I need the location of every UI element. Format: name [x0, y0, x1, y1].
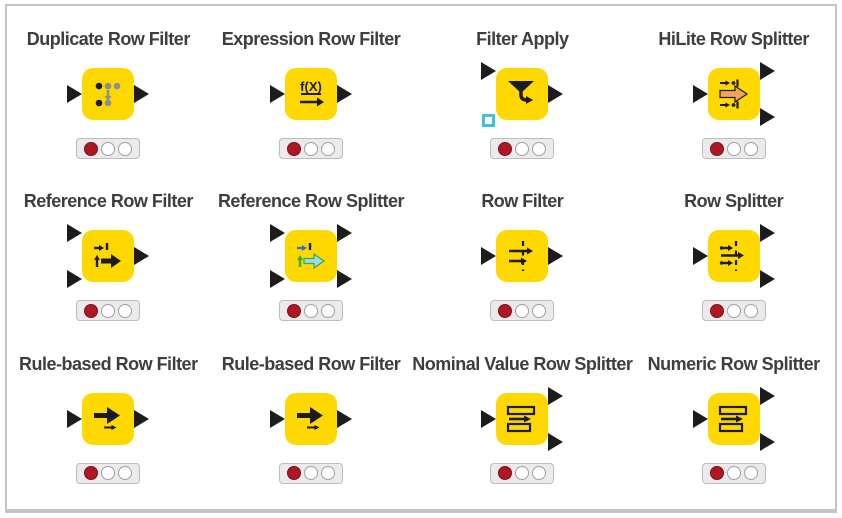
- node-title: Numeric Row Splitter: [647, 353, 820, 374]
- node-card-duplicate-row-filter: [7, 16, 210, 178]
- expression-row-filter-icon: [293, 76, 329, 112]
- status-red-light: [287, 466, 301, 480]
- input-port[interactable]: [693, 410, 708, 428]
- traffic-light: [76, 463, 140, 484]
- output-port-top[interactable]: [337, 224, 352, 242]
- node-hilite-row-splitter[interactable]: [672, 61, 796, 127]
- node-title: Reference Row Filter: [23, 191, 193, 212]
- output-port-top[interactable]: [760, 387, 775, 405]
- node-title: HiLite Row Splitter: [658, 29, 809, 49]
- traffic-light: [76, 300, 140, 321]
- node-body[interactable]: [285, 68, 337, 120]
- status-yellow-light: [101, 142, 115, 156]
- node-card-expression-row-filter: [210, 16, 413, 178]
- traffic-light: [279, 463, 343, 484]
- status-green-light: [321, 304, 335, 318]
- node-title: Filter Apply: [476, 29, 569, 49]
- node-title: Reference Row Splitter: [217, 191, 404, 212]
- status-yellow-light: [101, 304, 115, 318]
- node-body[interactable]: [496, 393, 548, 445]
- node-title: Expression Row Filter: [221, 29, 401, 49]
- status-red-light: [84, 142, 98, 156]
- output-port[interactable]: [548, 85, 563, 103]
- node-numeric-row-splitter[interactable]: [672, 386, 796, 452]
- output-port-top[interactable]: [548, 387, 563, 405]
- value-row-splitter-icon: [716, 401, 752, 437]
- node-title: Duplicate Row Filter: [26, 29, 190, 49]
- node-expression-row-filter[interactable]: [249, 61, 373, 127]
- output-port[interactable]: [548, 247, 563, 265]
- status-red-light: [710, 142, 724, 156]
- rule-based-row-filter-icon: [90, 401, 126, 437]
- status-green-light: [118, 466, 132, 480]
- status-yellow-light: [727, 142, 741, 156]
- status-red-light: [498, 304, 512, 318]
- input-port[interactable]: [481, 410, 496, 428]
- output-port-bottom[interactable]: [760, 433, 775, 451]
- status-green-light: [118, 142, 132, 156]
- input-port-bottom[interactable]: [67, 270, 82, 288]
- node-card-nominal-value-row-splitter: [412, 341, 632, 503]
- traffic-light: [702, 300, 766, 321]
- status-yellow-light: [515, 142, 529, 156]
- node-card-filter-apply: [412, 16, 632, 178]
- node-card-numeric-row-splitter: [632, 341, 835, 503]
- status-red-light: [287, 142, 301, 156]
- output-port-top[interactable]: [760, 224, 775, 242]
- input-port-top[interactable]: [270, 224, 285, 242]
- output-port-bottom[interactable]: [760, 108, 775, 126]
- status-yellow-light: [727, 466, 741, 480]
- node-title: Nominal Value Row Splitter: [412, 353, 633, 374]
- status-red-light: [498, 142, 512, 156]
- traffic-light: [702, 463, 766, 484]
- input-port[interactable]: [67, 85, 82, 103]
- status-yellow-light: [515, 466, 529, 480]
- status-red-light: [710, 304, 724, 318]
- output-port-bottom[interactable]: [337, 270, 352, 288]
- status-yellow-light: [101, 466, 115, 480]
- output-port[interactable]: [337, 410, 352, 428]
- node-nominal-value-row-splitter[interactable]: [460, 386, 584, 452]
- node-body[interactable]: [708, 393, 760, 445]
- reference-row-filter-icon: [90, 238, 126, 274]
- node-body[interactable]: [82, 68, 134, 120]
- status-green-light: [532, 142, 546, 156]
- node-body[interactable]: [82, 393, 134, 445]
- status-yellow-light: [304, 142, 318, 156]
- value-row-splitter-icon: [504, 401, 540, 437]
- status-green-light: [321, 142, 335, 156]
- filter-definition-port[interactable]: [482, 114, 495, 127]
- traffic-light: [490, 138, 554, 159]
- input-port[interactable]: [481, 247, 496, 265]
- node-rule-based-row-filter-2[interactable]: [249, 386, 373, 452]
- node-body[interactable]: [285, 230, 337, 282]
- output-port-top[interactable]: [760, 62, 775, 80]
- status-green-light: [118, 304, 132, 318]
- node-card-reference-row-filter: [7, 178, 210, 340]
- reference-row-splitter-icon: [293, 238, 329, 274]
- node-reference-row-splitter[interactable]: [249, 223, 373, 289]
- node-body[interactable]: [496, 230, 548, 282]
- filter-apply-icon: [504, 76, 540, 112]
- input-port-top[interactable]: [67, 224, 82, 242]
- status-red-light: [84, 304, 98, 318]
- node-rule-based-row-filter[interactable]: [46, 386, 170, 452]
- output-port[interactable]: [134, 85, 149, 103]
- rule-based-row-filter-icon: [293, 401, 329, 437]
- status-red-light: [498, 466, 512, 480]
- node-filter-apply[interactable]: [460, 61, 584, 127]
- input-port[interactable]: [270, 85, 285, 103]
- node-card-rule-based-row-filter: [7, 341, 210, 503]
- node-reference-row-filter[interactable]: [46, 223, 170, 289]
- traffic-light: [490, 300, 554, 321]
- status-red-light: [287, 304, 301, 318]
- status-green-light: [532, 304, 546, 318]
- output-port-bottom[interactable]: [760, 270, 775, 288]
- input-port[interactable]: [693, 85, 708, 103]
- status-yellow-light: [304, 304, 318, 318]
- input-port[interactable]: [481, 62, 496, 80]
- node-body[interactable]: [82, 230, 134, 282]
- node-card-hilite-row-splitter: [632, 16, 835, 178]
- node-card-row-filter: [412, 178, 632, 340]
- status-green-light: [744, 142, 758, 156]
- node-body[interactable]: [708, 230, 760, 282]
- status-yellow-light: [727, 304, 741, 318]
- status-green-light: [744, 466, 758, 480]
- node-row-filter[interactable]: [460, 223, 584, 289]
- input-port[interactable]: [693, 247, 708, 265]
- duplicate-row-filter-icon: [90, 76, 126, 112]
- node-title: Row Splitter: [684, 191, 784, 212]
- row-filter-icon: [504, 238, 540, 274]
- node-body[interactable]: [285, 393, 337, 445]
- node-card-rule-based-row-filter-2: [210, 341, 413, 503]
- status-yellow-light: [515, 304, 529, 318]
- output-port[interactable]: [134, 410, 149, 428]
- hilite-row-splitter-icon: [716, 76, 752, 112]
- node-duplicate-row-filter[interactable]: [46, 61, 170, 127]
- node-card-row-splitter: [632, 178, 835, 340]
- status-red-light: [84, 466, 98, 480]
- traffic-light: [76, 138, 140, 159]
- node-body[interactable]: [496, 68, 548, 120]
- status-green-light: [532, 466, 546, 480]
- status-green-light: [744, 304, 758, 318]
- input-port-bottom[interactable]: [270, 270, 285, 288]
- node-palette-panel: [5, 4, 837, 513]
- node-title: Rule-based Row Filter: [221, 353, 401, 374]
- node-title: Row Filter: [481, 191, 564, 212]
- status-red-light: [710, 466, 724, 480]
- row-splitter-icon: [716, 238, 752, 274]
- input-port[interactable]: [270, 410, 285, 428]
- node-body[interactable]: [708, 68, 760, 120]
- node-card-reference-row-splitter: [210, 178, 413, 340]
- traffic-light: [490, 463, 554, 484]
- input-port[interactable]: [67, 410, 82, 428]
- traffic-light: [279, 138, 343, 159]
- node-row-splitter[interactable]: [672, 223, 796, 289]
- status-green-light: [321, 466, 335, 480]
- output-port-bottom[interactable]: [548, 433, 563, 451]
- node-title: Rule-based Row Filter: [19, 353, 198, 374]
- svg-text:f(X): f(X): [300, 79, 322, 94]
- status-yellow-light: [304, 466, 318, 480]
- output-port[interactable]: [337, 85, 352, 103]
- output-port[interactable]: [134, 247, 149, 265]
- traffic-light: [279, 300, 343, 321]
- node-grid: [7, 6, 835, 509]
- traffic-light: [702, 138, 766, 159]
